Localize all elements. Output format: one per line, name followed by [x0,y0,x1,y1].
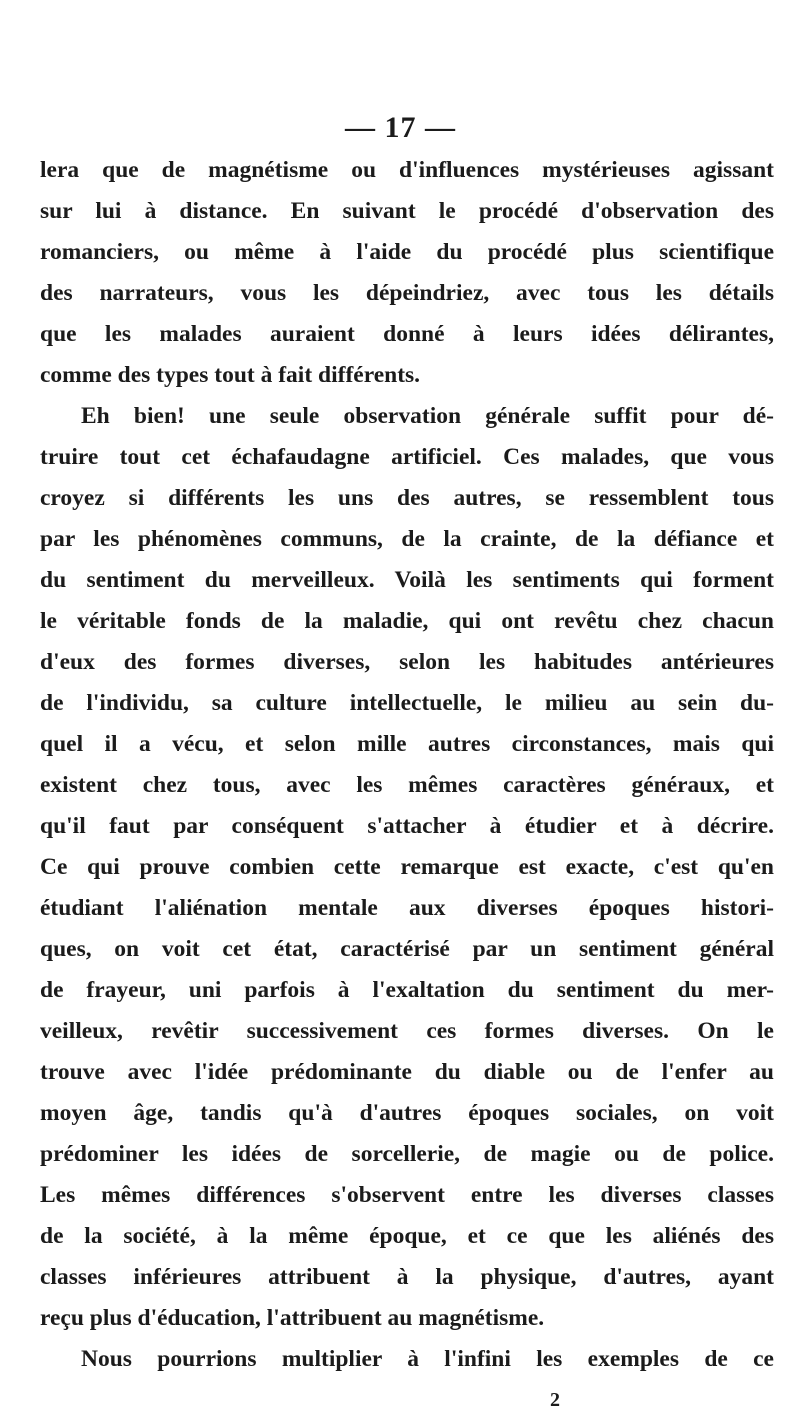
text-line: Nous pourrions multiplier à l'infini les exemples de ce [81,1346,774,1372]
text-line: prédominer les idées de sorcellerie, de magie ou de police. [40,1141,774,1167]
text-line: des narrateurs, vous les dépeindriez, avec tous les détails [40,280,774,306]
text-line: moyen âge, tandis qu'à d'autres époques sociales, on voit [40,1100,774,1126]
text-line: Les mêmes différences s'observent entre les diverses classes [40,1182,774,1208]
text-line: de l'individu, sa culture intellectuelle, le milieu au sein du- [40,690,774,716]
text-line: trouve avec l'idée prédominante du diable ou de l'enfer au [40,1059,774,1085]
text-line: quel il a vécu, et selon mille autres circonstances, mais qui [40,731,774,757]
text-line: d'eux des formes diverses, selon les habitudes antérieures [40,649,774,675]
text-line: truire tout cet échafaudagne artificiel. Ces malades, que vous [40,444,774,470]
text-line: que les malades auraient donné à leurs idées délirantes, [40,321,774,347]
text-line: romanciers, ou même à l'aide du procédé plus scientifique [40,239,774,265]
body-text [40,150,774,1380]
text-line: par les phénomènes communs, de la crainte, de la défiance et [40,526,774,552]
text-line: Eh bien! une seule observation générale suffit pour dé- [81,403,774,429]
text-line: sur lui à distance. En suivant le procédé d'observation des [40,198,774,224]
text-line: ques, on voit cet état, caractérisé par un sentiment général [40,936,774,962]
text-line: du sentiment du merveilleux. Voilà les sentiments qui forment [40,567,774,593]
text-line: veilleux, revêtir successivement ces formes diverses. On le [40,1018,774,1044]
page-number-header: — 17 — [345,111,456,144]
text-line: croyez si différents les uns des autres, se ressemblent tous [40,485,774,511]
text-line: lera que de magnétisme ou d'influences mystérieuses agissant [40,157,774,183]
text-line: qu'il faut par conséquent s'attacher à étudier et à décrire. [40,813,774,839]
text-line: comme des types tout à fait différents. [40,362,421,388]
signature-mark: 2 [550,1389,560,1411]
text-line: existent chez tous, avec les mêmes caractères généraux, et [40,772,774,798]
text-line: de la société, à la même époque, et ce que les aliénés des [40,1223,774,1249]
text-line: de frayeur, uni parfois à l'exaltation du sentiment du mer- [40,977,774,1003]
text-line: étudiant l'aliénation mentale aux diverses époques histori- [40,895,774,921]
text-line: classes inférieures attribuent à la physique, d'autres, ayant [40,1264,774,1290]
text-line: le véritable fonds de la maladie, qui ont revêtu chez chacun [40,608,774,634]
text-line: Ce qui prouve combien cette remarque est exacte, c'est qu'en [40,854,774,880]
text-line: reçu plus d'éducation, l'attribuent au magnétisme. [40,1305,545,1331]
